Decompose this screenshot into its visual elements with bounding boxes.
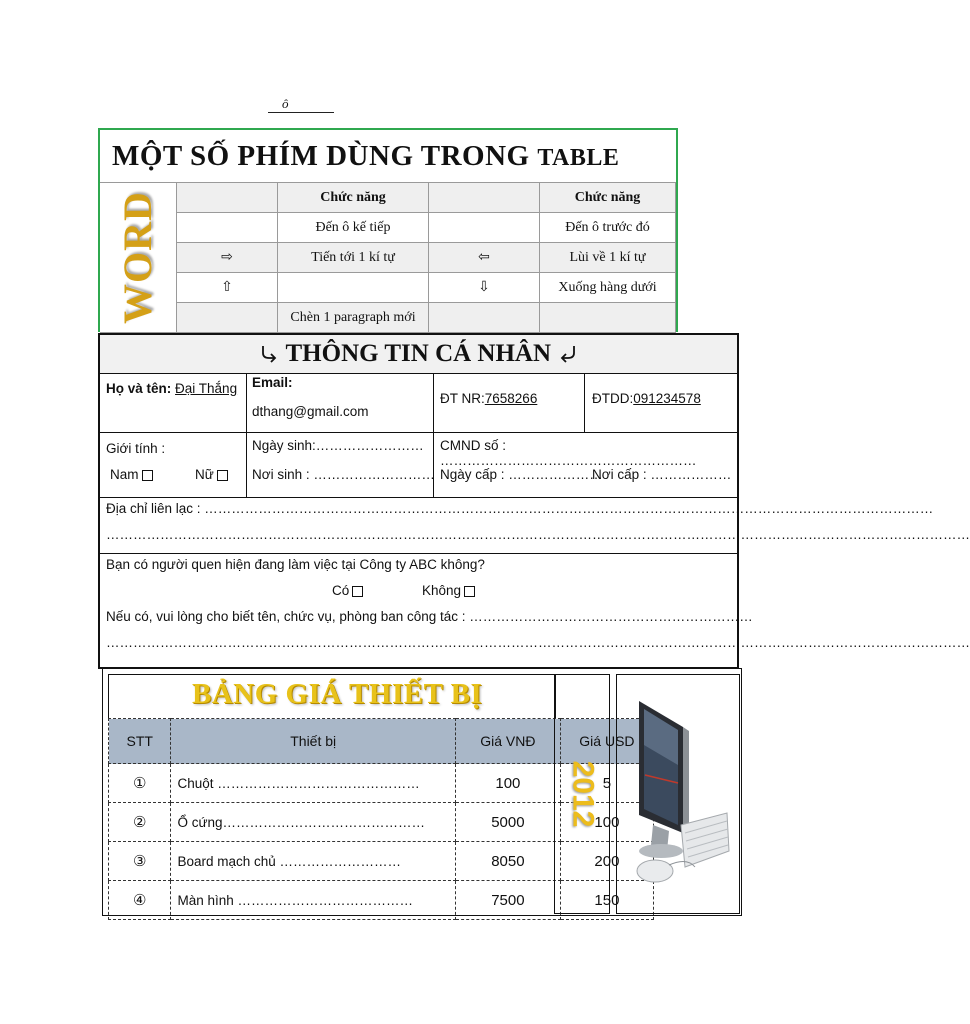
row-number: ③ xyxy=(109,842,171,881)
computer-icon xyxy=(617,675,739,913)
key-cell xyxy=(429,303,540,333)
arrow-left-icon: ⇦ xyxy=(429,243,540,273)
personal-info-title: THÔNG TIN CÁ NHÂN xyxy=(100,335,737,374)
function-cell xyxy=(540,303,676,333)
no-checkbox[interactable] xyxy=(464,586,475,597)
device-name: Board mạch chủ ……………………… xyxy=(171,842,455,881)
price-usd: 200 xyxy=(560,842,653,881)
male-checkbox[interactable] xyxy=(142,470,153,481)
key-cell xyxy=(429,213,540,243)
gender-male-option[interactable]: Nam xyxy=(110,467,153,482)
col-header-vnd: Giá VNĐ xyxy=(455,719,560,764)
email-label: Email: xyxy=(252,375,293,390)
arrow-up-icon: ⇧ xyxy=(177,273,278,303)
mobile-phone-field[interactable]: ĐTDD:091234578 xyxy=(592,391,701,406)
device-name: Màn hình ………………………………… xyxy=(171,881,455,920)
female-checkbox[interactable] xyxy=(217,470,228,481)
function-cell: Chèn 1 paragraph mới xyxy=(278,303,429,333)
price-usd: 5 xyxy=(560,764,653,803)
year-label: 2012 xyxy=(566,760,599,828)
no-option[interactable]: Không xyxy=(422,583,475,598)
pob-field[interactable]: Nơi sinh : ……………………… xyxy=(252,467,435,482)
top-mark: ô xyxy=(268,96,334,113)
price-vnd: 5000 xyxy=(455,803,560,842)
price-usd: 150 xyxy=(560,881,653,920)
gender-female-option[interactable]: Nữ xyxy=(195,467,228,482)
device-name: Ổ cứng……………………………………… xyxy=(171,803,455,842)
dob-field[interactable]: Ngày sinh:…………………… xyxy=(252,438,424,453)
price-vnd: 100 xyxy=(455,764,560,803)
email-value[interactable]: dthang@gmail.com xyxy=(252,404,369,419)
device-name: Chuột ……………………………………… xyxy=(171,764,455,803)
acquaintance-question: Bạn có người quen hiện đang làm việc tại Công ty ABC không? xyxy=(106,557,485,572)
function-cell: Xuống hàng dưới xyxy=(540,273,676,303)
price-vnd: 7500 xyxy=(455,881,560,920)
function-cell: Tiến tới 1 kí tự xyxy=(278,243,429,273)
row-number: ① xyxy=(109,764,171,803)
arrow-ornament-icon xyxy=(260,340,286,367)
acquaintance-details-field[interactable]: Nếu có, vui lòng cho biết tên, chức vụ, phòng ban công tác : ……………………………………………………… xyxy=(106,609,753,624)
header-cell xyxy=(177,183,278,213)
arrow-down-icon: ⇩ xyxy=(429,273,540,303)
shortcut-grid xyxy=(100,182,676,333)
price-vnd: 8050 xyxy=(455,842,560,881)
issue-date-field[interactable]: Ngày cấp : ………………… xyxy=(440,467,603,482)
shortcut-table xyxy=(98,128,678,332)
gender-label: Giới tính : xyxy=(106,441,166,456)
address-continuation[interactable]: ………………………………………………………………………………………………………………………………………………………………………… xyxy=(106,527,970,542)
header-cell: Chức năng xyxy=(540,183,676,213)
col-header-usd: Giá USD xyxy=(560,719,653,764)
year-box xyxy=(554,674,610,914)
price-section xyxy=(102,668,742,916)
arrow-ornament-icon xyxy=(551,340,577,367)
key-cell xyxy=(177,213,278,243)
personal-info-form xyxy=(98,333,970,669)
header-cell: Chức năng xyxy=(278,183,429,213)
col-header-device: Thiết bị xyxy=(171,719,455,764)
row-number: ② xyxy=(109,803,171,842)
yes-checkbox[interactable] xyxy=(352,586,363,597)
price-table-title: BẢNG GIÁ THIẾT BỊ xyxy=(192,678,483,710)
word-side-label: WORD xyxy=(100,183,177,333)
yes-option[interactable]: Có xyxy=(332,583,363,598)
function-cell xyxy=(278,273,429,303)
function-cell: Lùi về 1 kí tự xyxy=(540,243,676,273)
shortcut-table-title: MỘT SỐ PHÍM DÙNG TRONG TABLE xyxy=(112,140,620,172)
full-name-field[interactable]: Họ và tên: Đại Thắng xyxy=(106,381,238,396)
function-cell: Đến ô kế tiếp xyxy=(278,213,429,243)
arrow-right-icon: ⇨ xyxy=(177,243,278,273)
function-cell: Đến ô trước đó xyxy=(540,213,676,243)
home-phone-field[interactable]: ĐT NR:7658266 xyxy=(440,391,538,406)
col-header-stt: STT xyxy=(109,719,171,764)
header-cell xyxy=(429,183,540,213)
address-field[interactable]: Địa chỉ liên lạc : ……………………………………………………………………………………………………………………………………………… xyxy=(106,501,934,516)
acquaintance-details-continuation[interactable]: ………………………………………………………………………………………………………………………………………………………………………… xyxy=(106,635,970,650)
id-number-field[interactable]: CMND số : ………………………………………………… xyxy=(440,438,697,468)
price-usd: 100 xyxy=(560,803,653,842)
issue-place-field[interactable]: Nơi cấp : ……………… xyxy=(592,467,732,482)
row-number: ④ xyxy=(109,881,171,920)
key-cell xyxy=(177,303,278,333)
computer-image xyxy=(616,674,740,914)
